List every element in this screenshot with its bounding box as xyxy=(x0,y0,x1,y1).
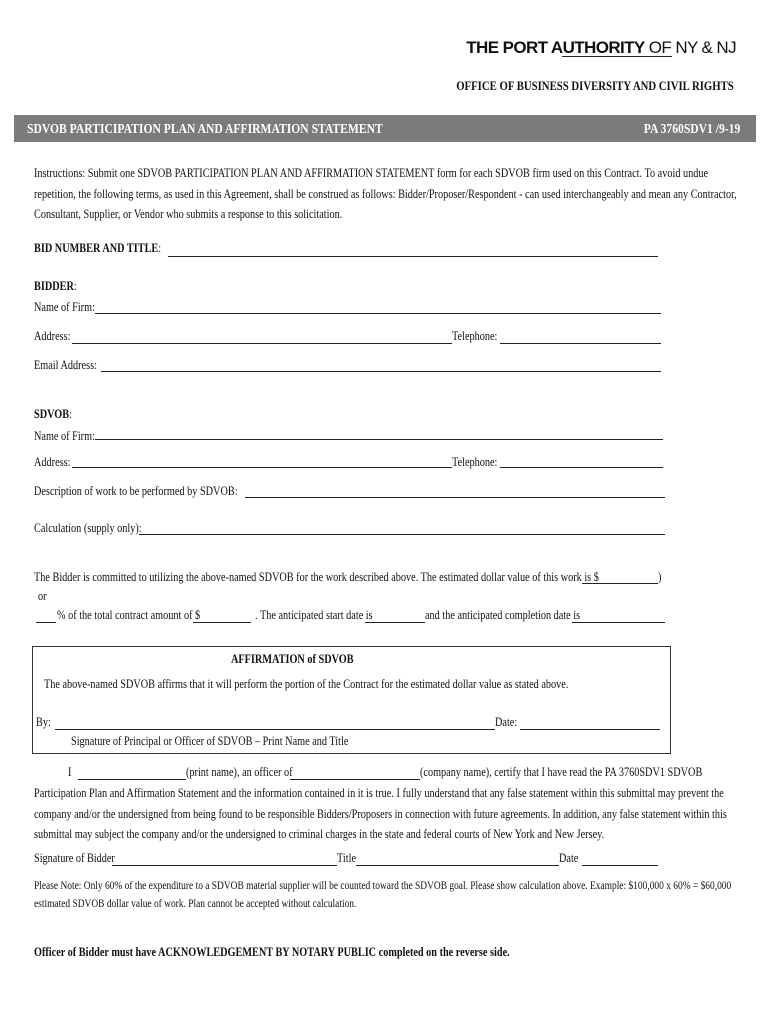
affirmation-date-field[interactable] xyxy=(520,729,660,730)
sdvob-calculation-label: Calculation (supply only): xyxy=(34,521,142,535)
sdvob-signature-field[interactable] xyxy=(55,729,495,730)
commitment-text: The Bidder is committed to utilizing the above-named SDVOB for the work described above. The estimated dollar value of this work is $ xyxy=(34,570,599,584)
note-line-1: Please Note: Only 60% of the expenditure to a SDVOB material supplier will be counted toward the SDVOB goal. Please show calculation above. Example: $100,000 x 60% = $60,000 xyxy=(34,880,732,892)
bidder-email-label: Email Address: xyxy=(34,358,97,372)
logo-thin-text: OF NY & NJ xyxy=(644,38,736,57)
instructions-text: Instructions: Submit one SDVOB PARTICIPATION PLAN AND AFFIRMATION STATEMENT form for each SDVOB firm used on this Contract. To avoid undue repetition, the following terms, as used in this Agreement, shall be construed as follows: Bidder/Proposer/Respondent - can used interchangeably and mean any Contractor, Consultant, Supplier, or Vendor who submits a response to this solicitation. xyxy=(34,166,737,221)
note-line-2: estimated SDVOB dollar value of work. Plan cannot be accepted without calculation. xyxy=(34,898,357,910)
bidder-signature-field[interactable] xyxy=(112,865,337,866)
bidder-heading: BIDDER: xyxy=(34,279,77,293)
start-date-field[interactable] xyxy=(365,622,425,623)
logo-bold-text: THE PORT AUTHORITY xyxy=(466,38,645,57)
or-text: or xyxy=(38,589,47,603)
sdvob-calculation-field[interactable] xyxy=(139,534,665,535)
percent-field[interactable] xyxy=(36,622,56,623)
commitment-close-paren: ) xyxy=(658,570,662,584)
bid-label: BID NUMBER AND TITLE: xyxy=(34,241,162,255)
cert-body-text: Participation Plan and Affirmation Statement and the information contained in it is true. I fully understand that any false statement within this submittal may prevent the company and/or the undersigned from being found to be responsible Bidders/Proposers in connection with future agreements. In addition, any false statement within this submittal may subject the company and/or the undersigned to criminal charges in the state and federal courts of New York and New Jersey. xyxy=(34,786,727,841)
percent-text: % of the total contract amount of $ xyxy=(57,608,201,622)
logo-underline xyxy=(562,56,672,57)
port-authority-logo xyxy=(466,38,736,58)
bidder-address-field[interactable] xyxy=(72,343,452,344)
sdvob-description-field[interactable] xyxy=(245,497,665,498)
affirmation-text: The above-named SDVOB affirms that it will perform the portion of the Contract for the estimated dollar value as stated above. xyxy=(44,677,569,691)
bidder-date-label: Date xyxy=(559,851,579,865)
bidder-telephone-field[interactable] xyxy=(500,343,661,344)
cert-i: I xyxy=(68,765,72,779)
bidder-email-field[interactable] xyxy=(101,371,661,372)
bidder-title-field[interactable] xyxy=(356,865,559,866)
bidder-title-label: Title xyxy=(337,851,357,865)
contract-amount-field[interactable] xyxy=(193,622,251,623)
form-title: SDVOB PARTICIPATION PLAN AND AFFIRMATION STATEMENT xyxy=(27,121,383,136)
office-title: OFFICE OF BUSINESS DIVERSITY AND CIVIL RIGHTS xyxy=(456,79,734,93)
completion-date-field[interactable] xyxy=(572,622,665,623)
signature-caption: Signature of Principal or Officer of SDVOB – Print Name and Title xyxy=(71,734,349,748)
start-date-text: . The anticipated start date is xyxy=(255,608,373,622)
title-banner xyxy=(14,115,756,142)
bidder-telephone-label: Telephone: xyxy=(452,329,498,343)
sdvob-address-field[interactable] xyxy=(72,467,452,468)
affirmation-date-label: Date: xyxy=(495,715,518,729)
completion-date-text: and the anticipated completion date is xyxy=(425,608,581,622)
sdvob-telephone-label: Telephone: xyxy=(452,455,498,469)
sdvob-name-field[interactable] xyxy=(95,439,663,440)
by-label: By: xyxy=(36,715,51,729)
cert-print-name: (print name), an officer of xyxy=(186,765,293,779)
sdvob-name-label: Name of Firm: xyxy=(34,429,95,443)
sdvob-telephone-field[interactable] xyxy=(500,467,663,468)
cert-company-name: (company name), certify that I have read the PA 3760SDV1 SDVOB xyxy=(420,765,703,779)
dollar-value-field[interactable] xyxy=(582,583,658,584)
affirmation-title: AFFIRMATION of SDVOB xyxy=(231,652,354,666)
sdvob-heading: SDVOB: xyxy=(34,407,72,421)
bidder-address-label: Address: xyxy=(34,329,71,343)
bidder-name-label: Name of Firm: xyxy=(34,300,95,314)
sdvob-address-label: Address: xyxy=(34,455,71,469)
bidder-name-field[interactable] xyxy=(95,313,661,314)
bidder-signature-label: Signature of Bidder xyxy=(34,851,115,865)
sdvob-description-label: Description of work to be performed by SDVOB: xyxy=(34,484,238,498)
bidder-date-field[interactable] xyxy=(582,865,658,866)
bid-number-field[interactable] xyxy=(168,256,658,257)
company-name-field[interactable] xyxy=(290,779,420,780)
notary-footer: Officer of Bidder must have ACKNOWLEDGEMENT BY NOTARY PUBLIC completed on the reverse side. xyxy=(34,945,510,959)
print-name-field[interactable] xyxy=(78,779,186,780)
form-code: PA 3760SDV1 /9-19 xyxy=(643,121,740,136)
